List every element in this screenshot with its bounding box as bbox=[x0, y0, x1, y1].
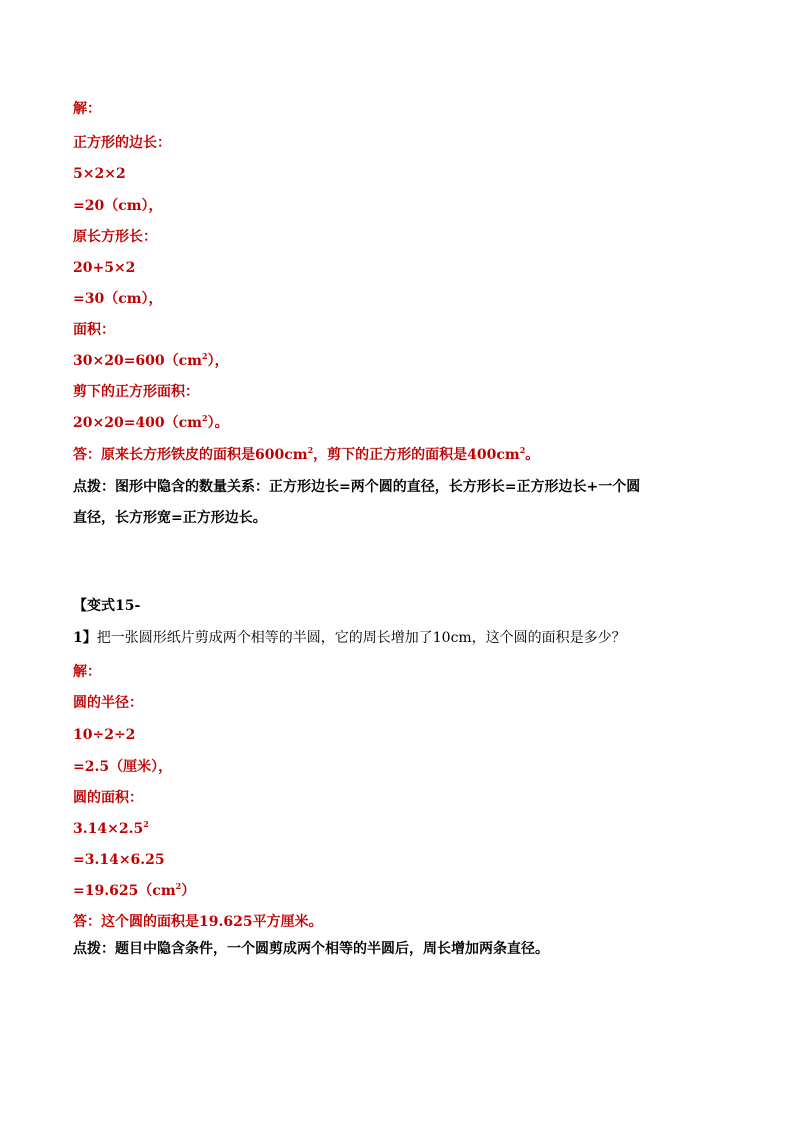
circle-area-calc: $3.14\times 2.5^2$ bbox=[73, 819, 149, 837]
solution-label: 解： bbox=[73, 101, 101, 117]
circle-area-step: =3.14×6.25 bbox=[73, 852, 165, 868]
rect-length-calc: 20+5×2 bbox=[73, 260, 136, 276]
circle-area-label: 圆的面积： bbox=[73, 790, 143, 806]
variant-heading: 【变式15- bbox=[73, 598, 141, 614]
answer-line-2: 答：这个圆的面积是19.625平方厘米。 bbox=[73, 914, 323, 930]
tip-line-3: 点拨：题目中隐含条件，一个圆剪成两个相等的半圆后，周长增加两条直径。 bbox=[73, 941, 549, 957]
square-side-calc: 5×2×2 bbox=[73, 166, 126, 182]
tip-line-2: 直径，长方形宽=正方形边长。 bbox=[73, 510, 267, 526]
rect-length-label: 原长方形长： bbox=[73, 229, 157, 245]
area-label: 面积： bbox=[73, 322, 115, 338]
cut-square-label: 剪下的正方形面积： bbox=[73, 384, 199, 400]
radius-calc: 10÷2÷2 bbox=[73, 727, 136, 743]
rect-length-result: =30（cm）， bbox=[73, 291, 163, 307]
answer-line: 答：原来长方形铁皮的面积是$600cm^2$，剪下的正方形的面积是$400cm^2$。 bbox=[73, 445, 540, 463]
square-side-label: 正方形的边长： bbox=[73, 135, 171, 151]
solution-label-2: 解： bbox=[73, 664, 101, 680]
question-line: 1】把一张圆形纸片剪成两个相等的半圆，它的周长增加了10cm，这个圆的面积是多少？ bbox=[73, 630, 626, 646]
cut-square-calc: $20\times 20=400(cm^2)$。 bbox=[73, 413, 229, 431]
circle-area-result: $=19.625(cm^2)$ bbox=[73, 881, 196, 899]
tip-line-1: 点拨：图形中隐含的数量关系：正方形边长=两个圆的直径，长方形长=正方形边长+一个圆 bbox=[73, 479, 641, 495]
square-side-result: =20（cm）， bbox=[73, 198, 163, 214]
area-calc: $30\times 20=600(cm^2)$， bbox=[73, 351, 229, 369]
radius-label: 圆的半径： bbox=[73, 695, 143, 711]
radius-result: =2.5（厘米）， bbox=[73, 759, 173, 775]
